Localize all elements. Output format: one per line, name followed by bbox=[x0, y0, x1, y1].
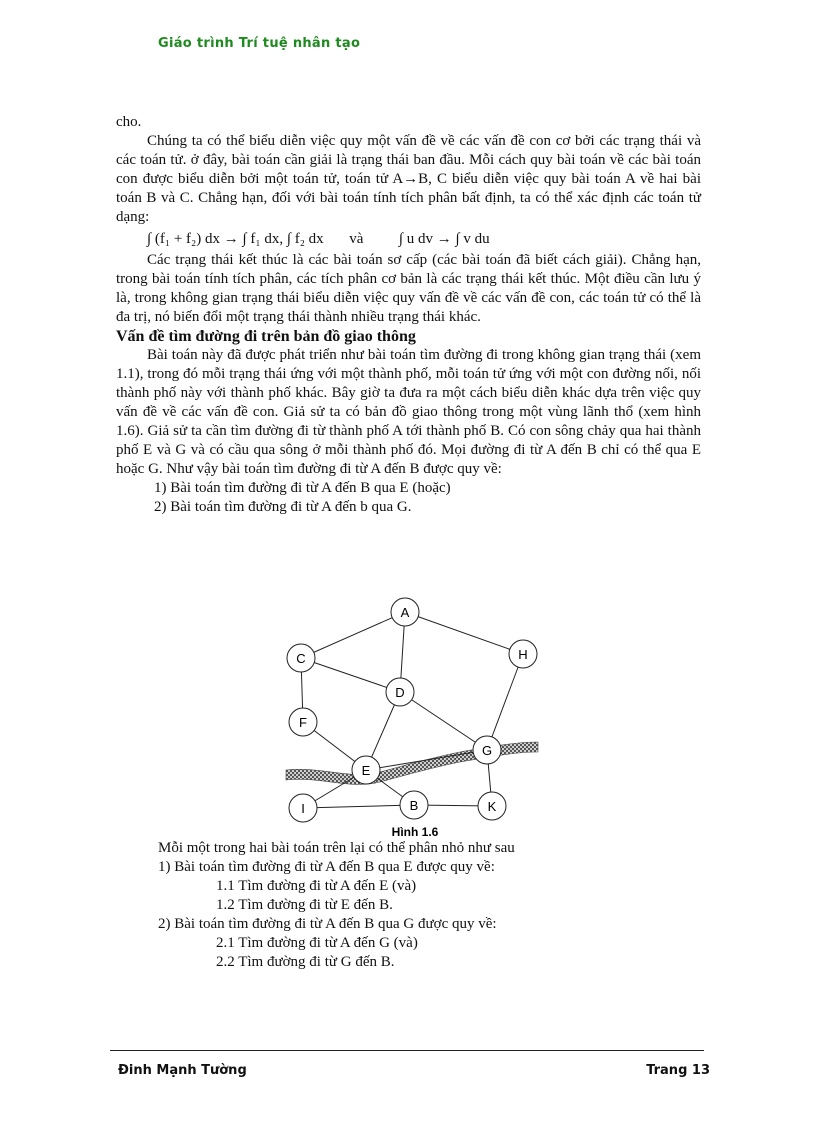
node-D bbox=[386, 678, 414, 706]
node-I bbox=[289, 794, 317, 822]
list-item: 2) Bài toán tìm đường đi từ A đến b qua G. bbox=[154, 499, 412, 515]
integral-formula bbox=[116, 227, 701, 251]
node-label: D bbox=[395, 685, 405, 700]
node-label: E bbox=[361, 763, 371, 778]
footer-rule bbox=[110, 1050, 704, 1051]
node-label: F bbox=[299, 715, 307, 730]
list-item: 2.2 Tìm đường đi từ G đến B. bbox=[216, 954, 395, 970]
node-label: G bbox=[481, 743, 493, 758]
paragraph-cho: cho. bbox=[116, 114, 142, 130]
node-E bbox=[352, 756, 380, 784]
node-label: C bbox=[296, 651, 306, 666]
formula-right: ∫ u dv → ∫ v du bbox=[398, 231, 490, 247]
list-item: 2.1 Tìm đường đi từ A đến G (và) bbox=[216, 935, 418, 951]
node-label: B bbox=[409, 798, 419, 813]
footer-author: Đinh Mạnh Tường bbox=[118, 1063, 247, 1078]
formula-left: ∫ (f₁ + f₂) dx → ∫ f₁ dx, ∫ f₂ dx bbox=[147, 231, 324, 247]
formula-and: và bbox=[349, 231, 364, 247]
paragraph-representation: Chúng ta có thể biểu diễn việc quy một vấn đề về các vấn đề con cơ bởi các trạng thái và các toán tử. ở đây, bài toán cần giải là trạng thái ban đầu. Mỗi cách quy bài toán về các bài toán con được biểu diễn bởi một toán tử, toán tử A→B, C biểu diễn việc quy bài toán A về hai bài toán B và C. Chẳng hạn, đối với bài toán tính tích phân bất định, ta có thể xác định các toán tử dạng: bbox=[116, 133, 701, 225]
node-G bbox=[473, 736, 501, 764]
figure-caption: Hình 1.6 bbox=[391, 825, 439, 839]
node-H bbox=[509, 640, 537, 668]
node-label: K bbox=[487, 799, 497, 814]
node-label: I bbox=[301, 801, 305, 816]
list-item: 1.2 Tìm đường đi từ E đến B. bbox=[216, 897, 393, 913]
section-title: Vấn đề tìm đường đi trên bản đồ giao thông bbox=[116, 328, 416, 345]
node-C bbox=[287, 644, 315, 672]
node-B bbox=[400, 791, 428, 819]
decomposition-text bbox=[158, 839, 703, 972]
node-label: H bbox=[518, 647, 528, 662]
node-F bbox=[289, 708, 317, 736]
paragraph-terminal-states: Các trạng thái kết thúc là các bài toán sơ cấp (các bài toán đã biết cách giải). Chẳng hạn, trong bài toán tính tích phân, các tích phân cơ bản là các trạng thái kết thúc. Một điều cần lưu ý là, trong không gian trạng thái biểu diễn việc quy vấn đề về các vấn đề con, các toán tử có thể là đa trị, nó biến đổi một trạng thái thành nhiều trạng thái khác. bbox=[116, 252, 701, 325]
figure-road-map bbox=[280, 592, 550, 848]
node-K bbox=[478, 792, 506, 820]
paragraph-route-problem: Bài toán này đã được phát triển như bài toán tìm đường đi trong không gian trạng thái (xem 1.1), trong đó mỗi trạng thái ứng với một thành phố, mỗi toán tử ứng với một con đường nối, nối thành phố này với thành phố khác. Bây giờ ta đưa ra một cách biểu diễn khác dựa trên việc quy vấn đề về các vấn đề con. Giả sử ta có bản đồ giao thông trong một vùng lãnh thổ (xem hình 1.6). Giả sử ta cần tìm đường đi từ thành phố A tới thành phố B. Có con sông chảy qua hai thành phố E và G và có cầu qua sông ở mỗi thành phố đó. Mọi đường đi từ A đến B chỉ có thể qua E hoặc G. Như vậy bài toán tìm đường đi từ A đến B được quy về: bbox=[116, 347, 701, 477]
node-label: A bbox=[400, 605, 410, 620]
node-A bbox=[391, 598, 419, 626]
list-item: 1) Bài toán tìm đường đi từ A đến B qua E được quy về: bbox=[158, 859, 495, 875]
running-header: Giáo trình Trí tuệ nhân tạo bbox=[158, 36, 361, 51]
decomposition-intro: Mỗi một trong hai bài toán trên lại có thể phân nhỏ như sau bbox=[158, 840, 515, 856]
list-item: 1.1 Tìm đường đi từ A đến E (và) bbox=[216, 878, 417, 894]
page-number: Trang 13 bbox=[646, 1063, 710, 1078]
list-item: 2) Bài toán tìm đường đi từ A đến B qua G được quy về: bbox=[158, 916, 497, 932]
list-item: 1) Bài toán tìm đường đi từ A đến B qua E (hoặc) bbox=[154, 480, 451, 496]
body-text bbox=[116, 113, 701, 517]
road-map-graph bbox=[280, 592, 550, 848]
